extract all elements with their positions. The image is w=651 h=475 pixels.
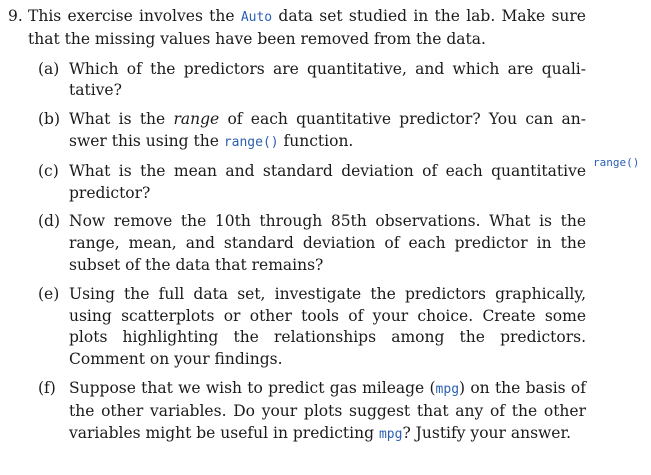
part-f-text-2: ) on the basis of the other variables. Do your plots suggest that any of the other variables might be useful in predicting: [69, 378, 586, 442]
part-d: [38, 211, 586, 276]
part-text: [69, 378, 586, 445]
part-text: Now remove the 10th through 85th observations. What is the range, mean, and standard deviation of each predictor in the subset of the data that remains?: [69, 212, 586, 274]
code-mpg: mpg: [435, 381, 460, 397]
exercise-intro: [8, 6, 586, 51]
emphasis-range: range: [173, 110, 220, 129]
part-b-text-2: of each quantitative predictor? You can an-swer this using the: [69, 110, 586, 150]
part-label: (e): [38, 284, 60, 303]
part-text: [69, 109, 586, 154]
part-f: [38, 378, 586, 445]
part-b: [38, 109, 586, 154]
code-mpg-2: mpg: [378, 426, 403, 442]
part-text: Using the full data set, investigate the predictors graphically, using scatterplots or other tools of your choice. Create some plots highlighting the relationships among the predictors. Comment on your findings.: [69, 284, 586, 369]
margin-note-range: range(): [593, 156, 640, 169]
part-label: (b): [38, 110, 61, 129]
part-text: What is the mean and standard deviation of each quantitative predictor?: [69, 161, 586, 202]
code-range: range(): [223, 134, 279, 150]
intro-text-2: data set studied in the lab. Make sure that the missing values have been removed from the data.: [28, 7, 586, 48]
exercise-9: [8, 6, 586, 452]
code-auto: Auto: [240, 10, 273, 25]
part-c: [38, 161, 586, 205]
part-label: (f): [38, 378, 56, 397]
part-text: Which of the predictors are quantitative, and which are quali-tative?: [69, 59, 586, 100]
part-f-text-3: ? Justify your answer.: [402, 423, 572, 442]
part-label: (d): [38, 212, 61, 231]
intro-text: [28, 6, 586, 51]
part-a: [38, 59, 586, 103]
parts-list: [38, 59, 586, 446]
exercise-number: 9.: [8, 7, 23, 25]
part-label: (c): [38, 161, 59, 180]
part-b-text-1: What is the: [69, 110, 174, 129]
part-e: [38, 284, 586, 371]
part-f-text-1: Suppose that we wish to predict gas mileage (: [69, 378, 436, 397]
part-b-text-3: function.: [278, 131, 354, 150]
intro-text-1: This exercise involves the: [28, 7, 241, 25]
part-label: (a): [38, 59, 60, 78]
